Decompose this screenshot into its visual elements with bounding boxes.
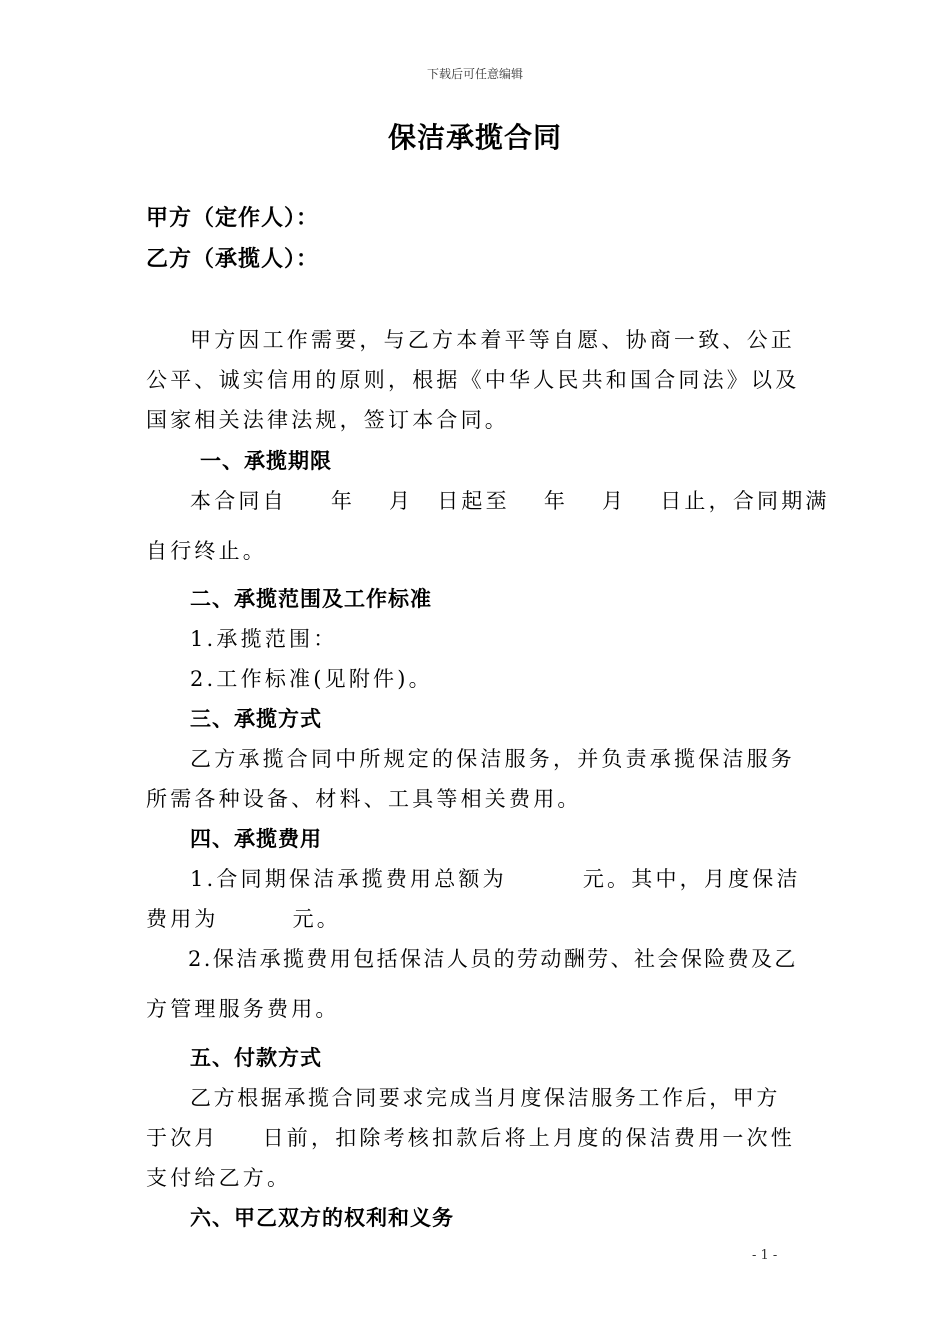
section-3-line-1: 乙方承揽合同中所规定的保洁服务，并负责承揽保洁服务 — [190, 747, 795, 771]
section-5-line-1: 乙方根据承揽合同要求完成当月度保洁服务工作后，甲方 — [190, 1086, 780, 1110]
preamble-line-3: 国家相关法律法规，签订本合同。 — [146, 408, 509, 432]
section-2-heading: 二、承揽范围及工作标准 — [190, 587, 432, 611]
term-start-text: 本合同自 — [190, 489, 287, 513]
section-4-item-1-line-1 — [190, 864, 850, 894]
total-fee-unit: 元。其中，月度保洁 — [582, 867, 801, 891]
total-fee-text: 1.合同期保洁承揽费用总额为 — [190, 867, 507, 891]
term-start-year: 年 — [330, 489, 356, 513]
preamble-line-1: 甲方因工作需要，与乙方本着平等自愿、协商一致、公正 — [190, 328, 795, 352]
party-a-label: 甲方（定作人）： — [146, 206, 320, 231]
section-2-item-1: 1.承揽范围： — [190, 627, 338, 651]
section-1-heading: 一、承揽期限 — [200, 449, 332, 473]
section-4-heading: 四、承揽费用 — [190, 827, 322, 851]
term-end-year: 年 — [543, 489, 569, 513]
preamble-line-2: 公平、诚实信用的原则，根据《中华人民共和国合同法》以及 — [146, 368, 800, 392]
document-title: 保洁承揽合同 — [387, 121, 562, 154]
section-1-line-2: 自行终止。 — [146, 539, 267, 563]
section-4-item-1-line-2 — [146, 904, 806, 934]
party-b-label: 乙方（承揽人）： — [146, 247, 320, 272]
payment-month-text: 于次月 — [146, 1126, 219, 1150]
section-3-line-2: 所需各种设备、材料、工具等相关费用。 — [146, 787, 582, 811]
section-1-line-1 — [190, 486, 850, 516]
section-3-heading: 三、承揽方式 — [190, 707, 322, 731]
section-5-heading: 五、付款方式 — [190, 1046, 322, 1070]
section-5-line-2 — [146, 1123, 806, 1153]
payment-deadline-text: 日前，扣除考核扣款后将上月度的保洁费用一次性 — [262, 1126, 796, 1150]
monthly-fee-unit: 元。 — [292, 907, 342, 931]
term-end-day: 日止，合同期满 — [660, 489, 830, 513]
term-start-day: 日起至 — [437, 489, 510, 513]
section-4-item-2-line-2: 方管理服务费用。 — [146, 997, 340, 1021]
section-5-line-3: 支付给乙方。 — [146, 1166, 292, 1190]
section-4-item-2-line-1: 2.保洁承揽费用包括保洁人员的劳动酬劳、社会保险费及乙 — [188, 947, 798, 971]
monthly-fee-text: 费用为 — [146, 907, 219, 931]
section-6-heading: 六、甲乙双方的权利和义务 — [190, 1206, 454, 1230]
term-end-month: 月 — [602, 489, 627, 513]
page-number: - 1 - — [752, 1248, 778, 1263]
section-2-item-2: 2.工作标准(见附件)。 — [190, 667, 433, 691]
page-header-note: 下载后可任意编辑 — [426, 67, 523, 81]
term-start-month: 月 — [389, 489, 414, 513]
